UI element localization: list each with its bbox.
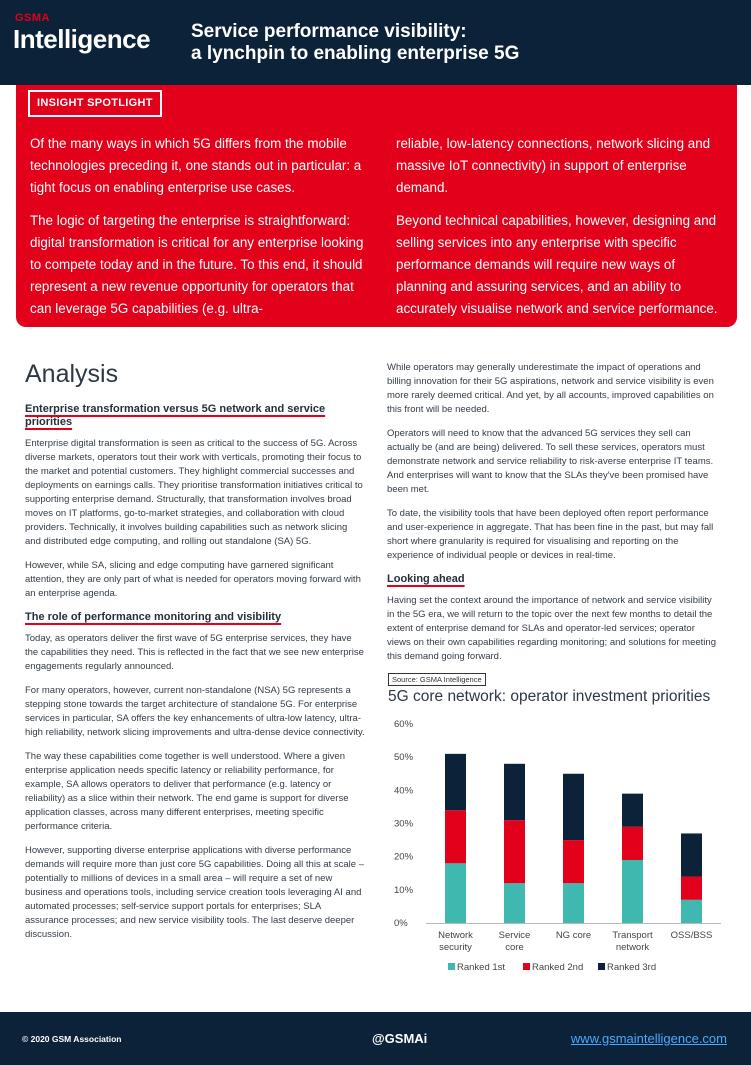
y-tick-label: 20%: [394, 851, 414, 863]
legend-label: Ranked 2nd: [532, 962, 584, 973]
legend-label: Ranked 1st: [457, 962, 506, 973]
y-tick-label: 30%: [394, 818, 414, 830]
bar-segment: [445, 863, 466, 923]
insight-spotlight-panel: [16, 85, 737, 327]
insight-paragraph: Of the many ways in which 5G differs from the mobile technologies preceding it, one stands out in particular: a tight focus on enabling enterprise use cases.: [30, 136, 362, 195]
bar-segment: [504, 883, 525, 923]
copyright-text: © 2020 GSM Association: [22, 1034, 122, 1044]
page-footer: [0, 1012, 751, 1065]
section-heading: Looking ahead: [387, 573, 465, 585]
bar-segment: [445, 810, 466, 863]
insight-paragraph: The logic of targeting the enterprise is straightforward: digital transformation is critical for any enterprise looking to compete today and in the future. To this end, it should represent a new revenue opportunity for operators that can leverage 5G capabilities (e.g. ultra-: [30, 213, 364, 316]
insight-left-column: [30, 133, 372, 331]
analysis-heading: Analysis: [25, 360, 119, 388]
y-tick-label: 40%: [394, 785, 414, 797]
body-paragraph: To date, the visibility tools that have been deployed often report performance and user-experience in aggregate. That has been fine in the past, but may fall short where granularity is required for visualising and reporting on the experience of individual people or devices in real-time.: [387, 508, 714, 561]
bar-segment: [681, 833, 702, 876]
bar-segment: [504, 820, 525, 883]
x-tick-label: OSS/BSS: [670, 930, 713, 941]
bar-segment: [622, 860, 643, 923]
logo-intelligence-text: Intelligence: [13, 24, 151, 54]
legend-swatch: [448, 963, 455, 970]
page-title-line1: Service performance visibility:: [191, 21, 467, 42]
bar-segment: [563, 774, 584, 840]
x-tick-label: Network: [438, 930, 473, 941]
body-paragraph: For many operators, however, current non-standalone (NSA) 5G represents a stepping stone towards the target architecture of standalone 5G. For enterprise services in particular, SA offers the key enhancements of ultra-low latency, ultra-high reliability, network slicing improvements and ultra-dense device connectivity.: [25, 685, 365, 738]
bar-segment: [681, 900, 702, 923]
twitter-handle: @GSMAi: [372, 1031, 428, 1046]
bar-segment: [445, 754, 466, 810]
x-tick-label: network: [615, 942, 650, 953]
chart-title: 5G core network: operator investment priorities: [388, 688, 711, 705]
body-paragraph: Today, as operators deliver the first wave of 5G enterprise services, they have the capabilities they need. This is reflected in the fact that we see new enterprise engagements regularly announced.: [25, 633, 364, 672]
y-tick-label: 0%: [394, 918, 408, 929]
bar-segment: [622, 794, 643, 827]
y-tick-label: 10%: [394, 884, 414, 896]
y-tick-label: 60%: [394, 719, 414, 730]
insight-paragraph: Beyond technical capabilities, however, designing and selling services into any enterprise with specific performance demands will require new ways of planning and assuring services, and an ability to accurately visualise network and service performance.: [396, 213, 718, 316]
analysis-left-column: [25, 403, 365, 952]
bar-segment: [504, 764, 525, 820]
insight-right-column: [396, 133, 726, 331]
website-link[interactable]: www.gsmaintelligence.com: [570, 1031, 727, 1046]
page-title-line2: a lynchpin to enabling enterprise 5G: [191, 43, 520, 64]
stacked-bar-chart: [386, 712, 726, 982]
body-paragraph: However, supporting diverse enterprise applications with diverse performance demands will require more than just core 5G capabilities. Doing all this at scale – potentially to millions of devices in a small area – will require a set of new business and operations tools, including service creation tools leveraging AI and automated processes; self-service support portals for enterprises; SLA assurance processes; and new service visibility tools. The last deserve deeper discussion.: [25, 845, 364, 940]
legend-label: Ranked 3rd: [607, 962, 657, 973]
x-tick-label: NG core: [555, 930, 592, 941]
page-title: [191, 21, 519, 65]
body-paragraph: Having set the context around the importance of network and service visibility in the 5G era, we will return to the topic over the next few months to detail the extent of enterprise demand for SLAs and operator-led services; operator views on their own capabilities regarding monitoring; and solutions for meeting this demand going forward.: [387, 595, 716, 662]
body-paragraph: The way these capabilities come together is well understood. Where a given enterprise application needs specific latency or reliability performance, for example, SA allows operators to deliver that performance (e.g. latency or reliability) as a slice within their network. The end game is support for diverse application classes, across many different enterprises, meeting specific performance criteria.: [25, 751, 349, 832]
bar-segment: [622, 827, 643, 860]
chart-source: Source: GSMA Intelligence: [388, 673, 486, 686]
y-tick-label: 50%: [394, 752, 414, 764]
x-tick-label: core: [505, 942, 524, 953]
body-paragraph: While operators may generally underestimate the impact of operations and billing innovation for their 5G aspirations, network and service visibility is even more rarely deemed critical. And yet, by all accounts, improved capabilities on this front will be needed.: [387, 362, 714, 415]
bar-segment: [563, 883, 584, 923]
legend-swatch: [598, 963, 605, 970]
x-tick-label: Service: [498, 930, 531, 941]
insight-paragraph: reliable, low-latency connections, network slicing and massive IoT connectivity) in support of enterprise demand.: [396, 136, 711, 195]
analysis-right-column: [387, 361, 717, 674]
body-paragraph: Operators will need to know that the advanced 5G services they sell can actually be (and are being) delivered. To sell these services, operators must demonstrate network and service reliability to risk-averse enterprise IT teams. And enterprises will want to know that the SLAs they've been promised have been met.: [387, 428, 714, 495]
bar-segment: [563, 840, 584, 883]
x-tick-label: Transport: [612, 930, 653, 941]
page-header: [0, 0, 751, 85]
section-heading: The role of performance monitoring and visibility: [25, 611, 282, 623]
x-tick-label: security: [439, 942, 472, 953]
section-heading: Enterprise transformation versus 5G network and service priorities: [25, 403, 326, 428]
bar-segment: [681, 877, 702, 900]
insight-badge: INSIGHT SPOTLIGHT: [28, 90, 162, 117]
logo-gsma-text: GSMA: [15, 12, 50, 24]
body-paragraph: However, while SA, slicing and edge computing have garnered significant attention, they are only part of what is needed for operators moving forward with an enterprise agenda.: [25, 560, 361, 599]
legend-swatch: [523, 963, 530, 970]
body-paragraph: Enterprise digital transformation is seen as critical to the success of 5G. Across diverse markets, operators tout their work with verticals, promoting their focus to the market and potential customers. They highlight commercial successes and deployments on earnings calls. They prioritise transformation initiatives critical to supporting enterprise demand. Structurally, that transformation involves broad moves on IT platforms, go-to-market strategies, and collaboration with cloud providers. Technically, it involves building capabilities such as network slicing and distributed edge computing, and rolling out standalone (SA) 5G.: [25, 438, 363, 547]
